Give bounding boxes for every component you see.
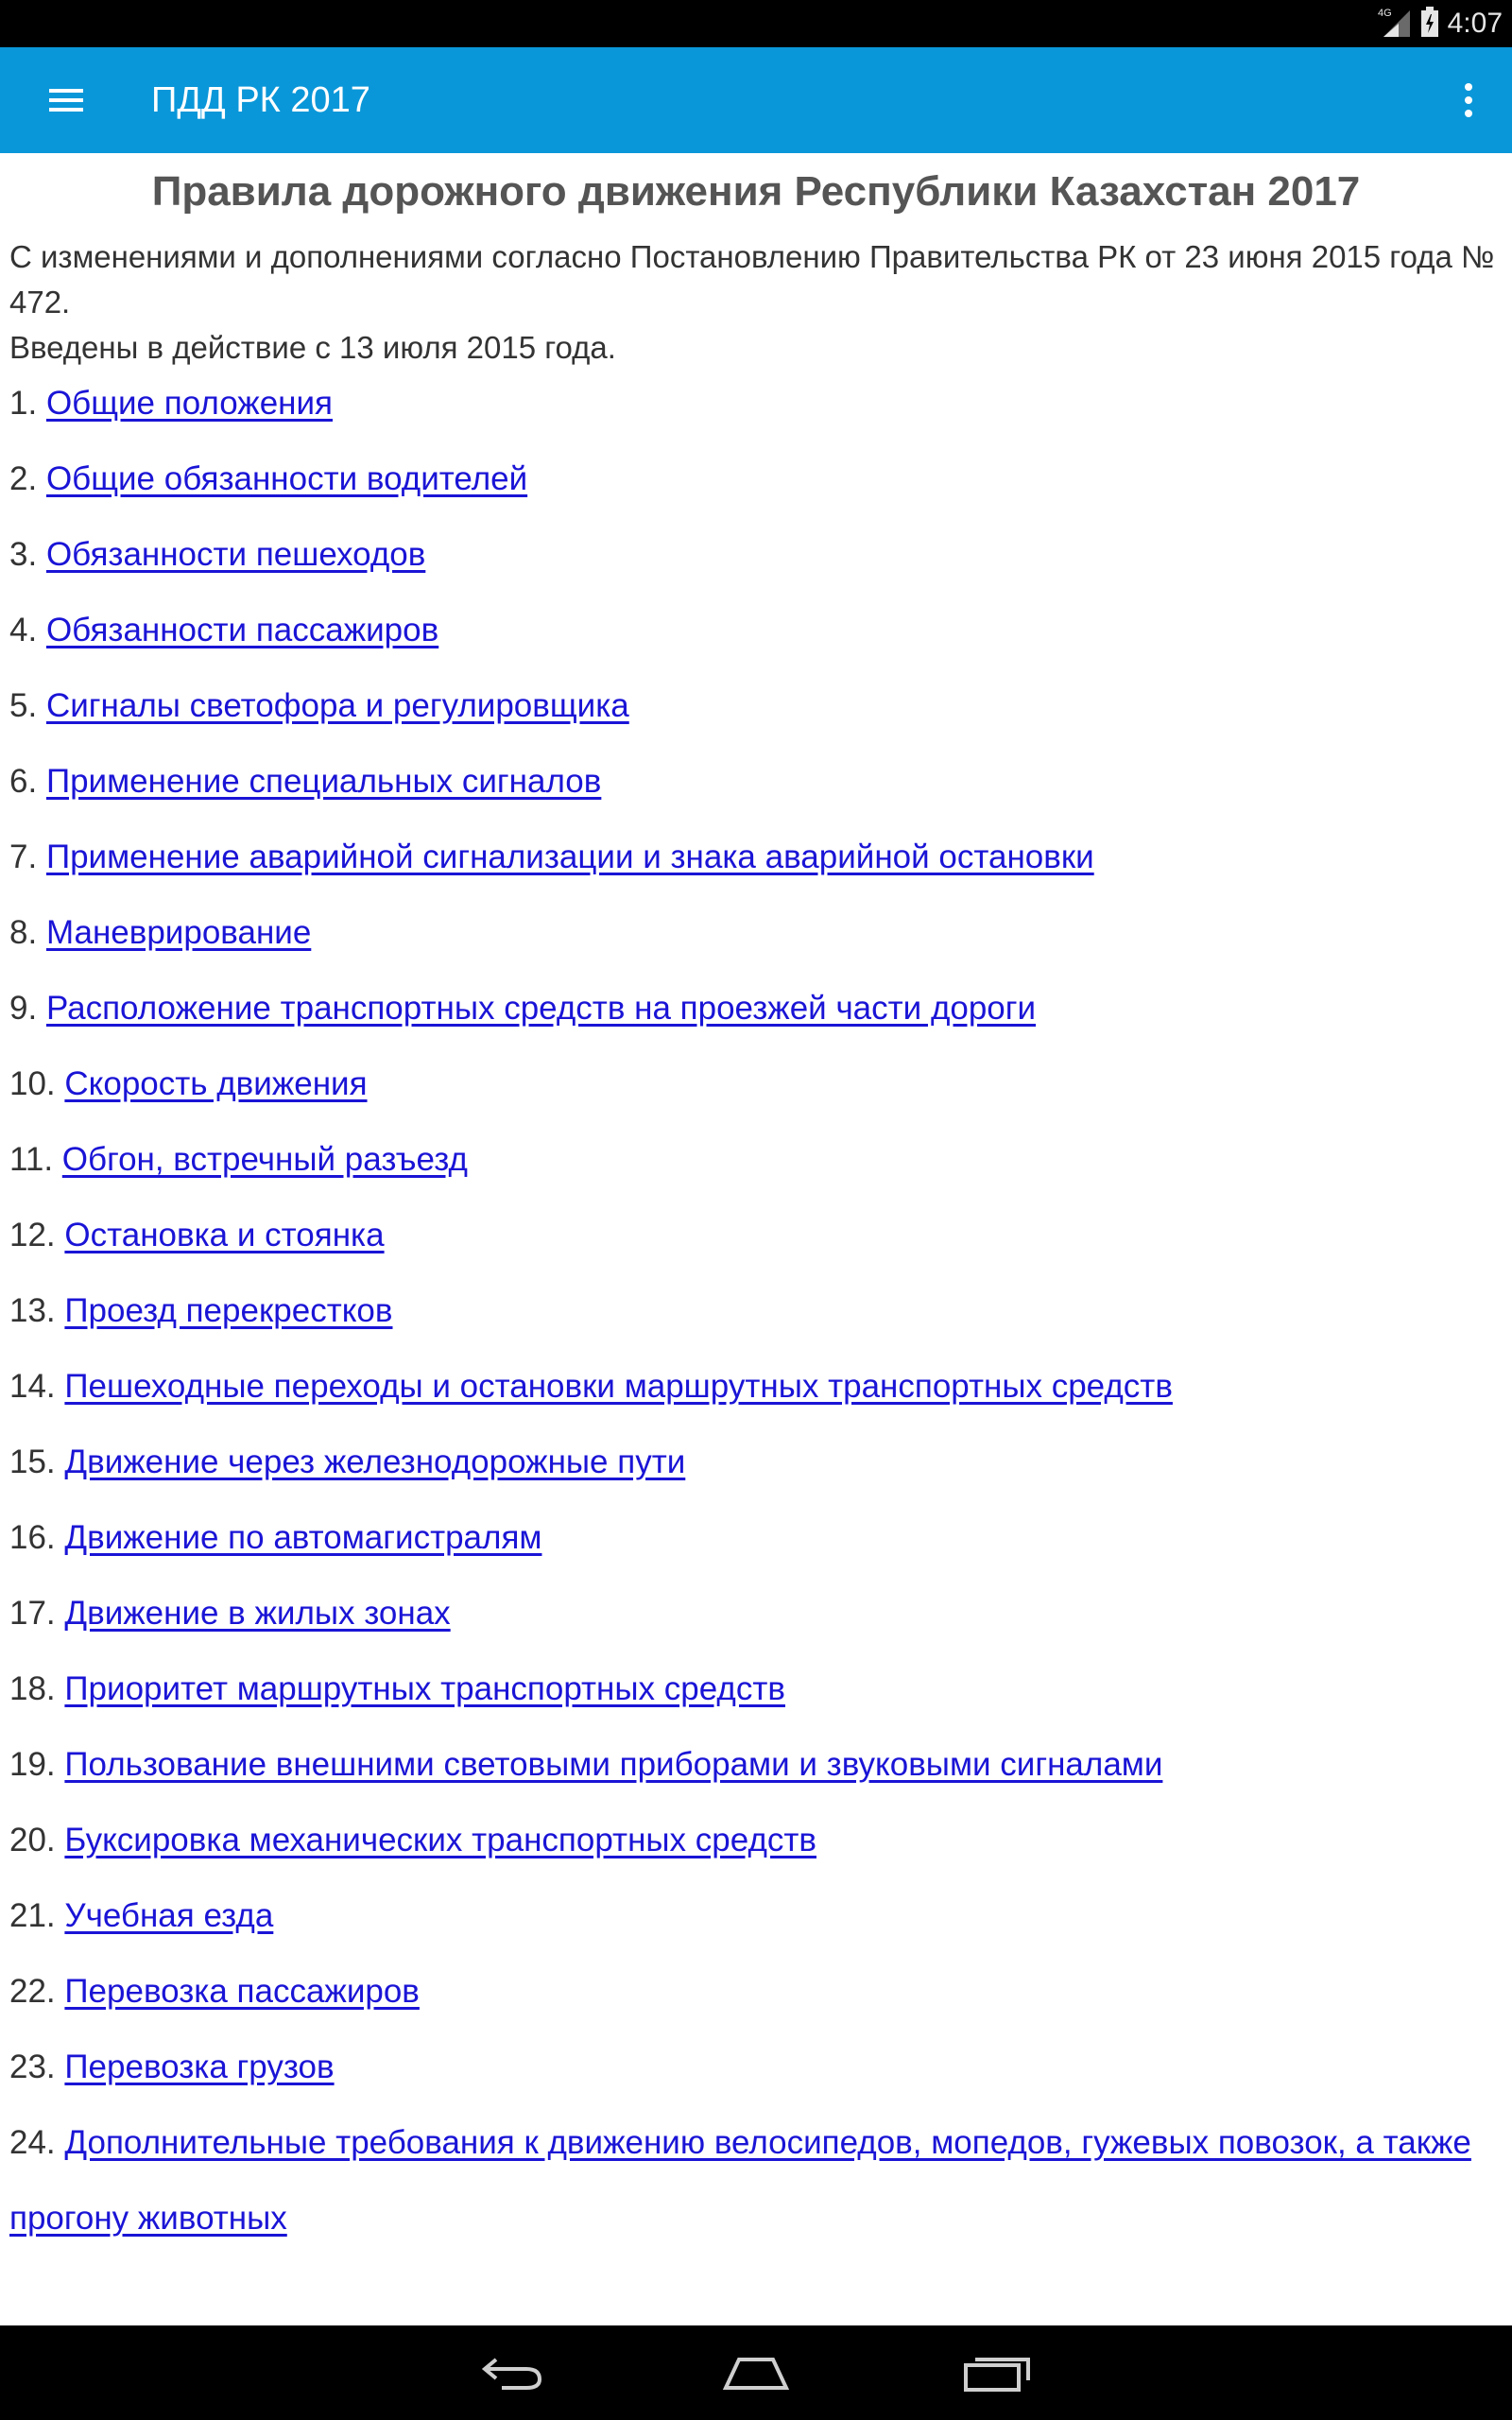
toc-number: 15. (9, 1443, 56, 1480)
toc-link[interactable]: Дополнительные требования к движению велосипедов, мопедов, гужевых повозок, а также прогону животных (9, 2124, 1471, 2237)
battery-icon (1419, 5, 1440, 43)
more-vert-icon[interactable] (1442, 74, 1495, 127)
toc-number: 1. (9, 385, 38, 422)
toc-number: 20. (9, 1822, 56, 1858)
toc-item (9, 909, 1503, 985)
document-content[interactable] (0, 153, 1512, 2325)
toc-link[interactable]: Движение через железнодорожные пути (64, 1443, 686, 1480)
table-of-contents (9, 380, 1503, 2256)
toc-number: 22. (9, 1973, 56, 2010)
signal-4g-icon (1378, 5, 1412, 43)
toc-item (9, 1363, 1503, 1439)
toc-item (9, 1288, 1503, 1363)
toc-item (9, 985, 1503, 1061)
home-icon[interactable] (709, 2344, 803, 2401)
document-title: Правила дорожного движения Республики Казахстан 2017 (151, 168, 1361, 215)
recents-icon[interactable] (951, 2344, 1045, 2401)
toc-number: 7. (9, 838, 38, 875)
toc-link[interactable]: Приоритет маршрутных транспортных средств (64, 1670, 785, 1707)
toc-link[interactable]: Применение специальных сигналов (45, 763, 602, 800)
toc-link[interactable]: Проезд перекрестков (64, 1292, 393, 1329)
toc-number: 18. (9, 1670, 56, 1707)
toc-number: 10. (9, 1065, 56, 1102)
document-intro (9, 234, 1503, 371)
toc-number: 5. (9, 687, 38, 724)
toc-link[interactable]: Движение в жилых зонах (64, 1595, 451, 1632)
toc-item (9, 2105, 1503, 2256)
toc-number: 9. (9, 990, 38, 1027)
toc-number: 19. (9, 1746, 56, 1783)
toc-link[interactable]: Перевозка грузов (64, 2048, 335, 2085)
toc-link[interactable]: Общие обязанности водителей (45, 460, 528, 497)
toc-link[interactable]: Обязанности пешеходов (45, 536, 426, 573)
toc-number: 11. (9, 1141, 54, 1178)
toc-number: 14. (9, 1368, 56, 1405)
toc-item (9, 1741, 1503, 1817)
toc-item (9, 1136, 1503, 1212)
toc-number: 13. (9, 1292, 56, 1329)
toc-link[interactable]: Применение аварийной сигнализации и знака аварийной остановки (45, 838, 1094, 875)
status-bar (0, 0, 1512, 47)
app-title: ПДД РК 2017 (151, 80, 370, 120)
toc-number: 24. (9, 2124, 56, 2161)
toc-link[interactable]: Пользование внешними световыми приборами и звуковыми сигналами (64, 1746, 1163, 1783)
toc-item (9, 1439, 1503, 1514)
toc-number: 6. (9, 763, 38, 800)
toc-item (9, 531, 1503, 607)
toc-link[interactable]: Общие положения (45, 385, 333, 422)
toc-link[interactable]: Перевозка пассажиров (64, 1973, 420, 2010)
status-icons (1378, 0, 1503, 47)
back-icon[interactable] (465, 2344, 559, 2401)
toc-item (9, 1212, 1503, 1288)
toc-number: 16. (9, 1519, 56, 1556)
toc-item (9, 1061, 1503, 1136)
intro-amendments: С изменениями и дополнениями согласно Постановлению Правительства РК от 23 июня 2015 года № 472. (9, 239, 1495, 320)
toc-number: 23. (9, 2048, 56, 2085)
toc-number: 4. (9, 612, 38, 648)
toc-link[interactable]: Сигналы светофора и регулировщика (45, 687, 629, 724)
toc-link[interactable]: Маневрирование (45, 914, 312, 951)
toc-item (9, 1590, 1503, 1666)
toc-item (9, 1968, 1503, 2044)
toc-item (9, 1666, 1503, 1741)
svg-text:4G: 4G (1377, 8, 1392, 19)
app-bar (0, 47, 1512, 153)
navigation-bar (0, 2325, 1512, 2420)
toc-link[interactable]: Остановка и стоянка (64, 1217, 385, 1253)
toc-link[interactable]: Пешеходные переходы и остановки маршрутных транспортных средств (64, 1368, 1173, 1405)
hamburger-menu-icon[interactable] (36, 74, 96, 127)
toc-number: 8. (9, 914, 38, 951)
toc-link[interactable]: Обгон, встречный разъезд (61, 1141, 468, 1178)
status-time: 4:07 (1447, 8, 1503, 39)
toc-item (9, 1893, 1503, 1968)
toc-item (9, 758, 1503, 834)
toc-number: 2. (9, 460, 38, 497)
toc-item (9, 683, 1503, 758)
toc-item (9, 1514, 1503, 1590)
toc-number: 12. (9, 1217, 56, 1253)
toc-item (9, 380, 1503, 456)
toc-link[interactable]: Буксировка механических транспортных средств (64, 1822, 816, 1858)
toc-link[interactable]: Учебная езда (64, 1897, 274, 1934)
toc-link[interactable]: Обязанности пассажиров (45, 612, 439, 648)
toc-number: 17. (9, 1595, 56, 1632)
toc-link[interactable]: Расположение транспортных средств на проезжей части дороги (45, 990, 1037, 1027)
toc-item (9, 834, 1503, 909)
toc-number: 3. (9, 536, 38, 573)
intro-effective-date: Введены в действие с 13 июля 2015 года. (9, 330, 616, 365)
toc-item (9, 456, 1503, 531)
toc-item (9, 607, 1503, 683)
toc-link[interactable]: Скорость движения (64, 1065, 368, 1102)
toc-item (9, 1817, 1503, 1893)
toc-number: 21. (9, 1897, 56, 1934)
toc-link[interactable]: Движение по автомагистралям (64, 1519, 542, 1556)
